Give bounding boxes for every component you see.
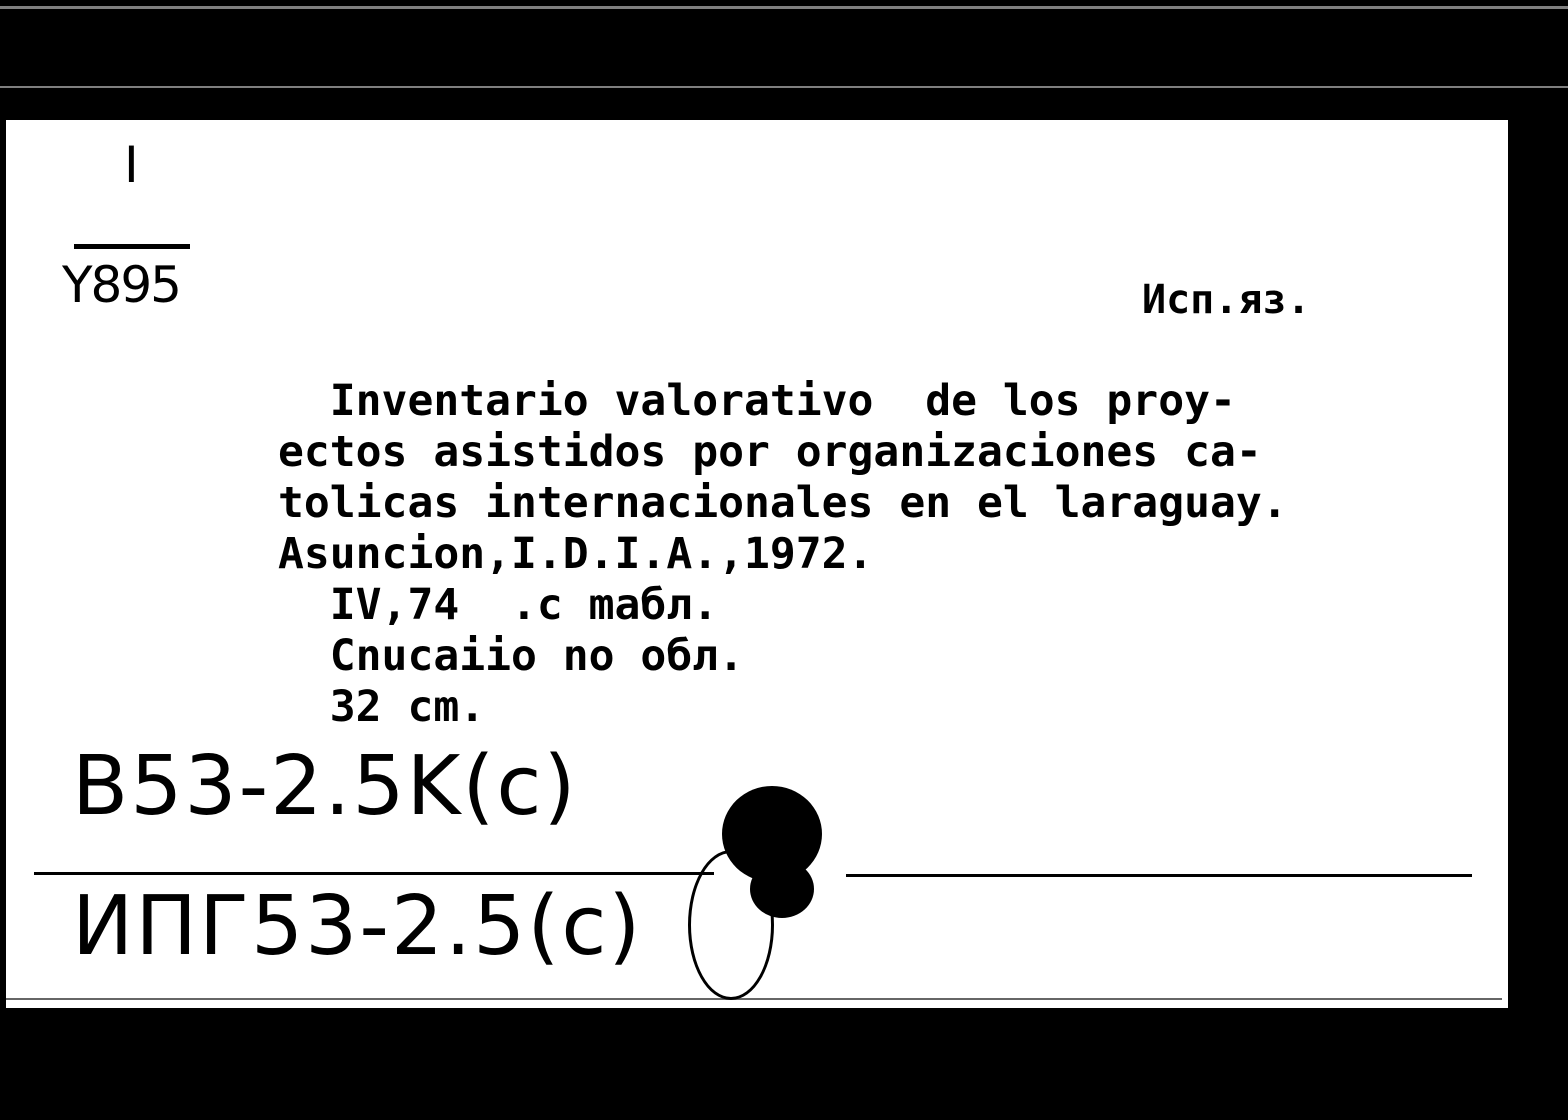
- entry-line: Asuncion,I.D.I.A.,1972.: [278, 529, 874, 579]
- entry-line: Cnucaiio no обл.: [278, 631, 744, 681]
- entry-line: tolicas internacionales en el laraguay.: [278, 478, 1288, 528]
- entry-line: ectos asistidos por organizaciones ca-: [278, 427, 1262, 477]
- film-edge-line: [0, 86, 1568, 88]
- entry-line: Inventario valorativo de los proy-: [278, 376, 1236, 426]
- class-code-1: B53-2.5K(c): [72, 739, 578, 834]
- ink-blot-lower: [750, 860, 814, 918]
- catalog-card: [6, 120, 1508, 1008]
- shelfmark-number: Y895: [62, 256, 180, 314]
- code-divider-left: [34, 872, 714, 875]
- entry-line: IV,74 .c mабл.: [278, 580, 719, 630]
- entry-line: 32 cm.: [278, 682, 486, 732]
- language-note: Исп.яз.: [1142, 277, 1311, 323]
- shelfmark-roman: I: [124, 136, 139, 194]
- shelfmark-divider: [74, 244, 190, 249]
- film-edge-top: [0, 6, 1568, 9]
- card-bottom-edge: [6, 998, 1502, 1000]
- entry-text: [278, 376, 1288, 733]
- code-divider-right: [846, 874, 1472, 877]
- class-code-2: ИПГ53-2.5(c): [72, 879, 643, 974]
